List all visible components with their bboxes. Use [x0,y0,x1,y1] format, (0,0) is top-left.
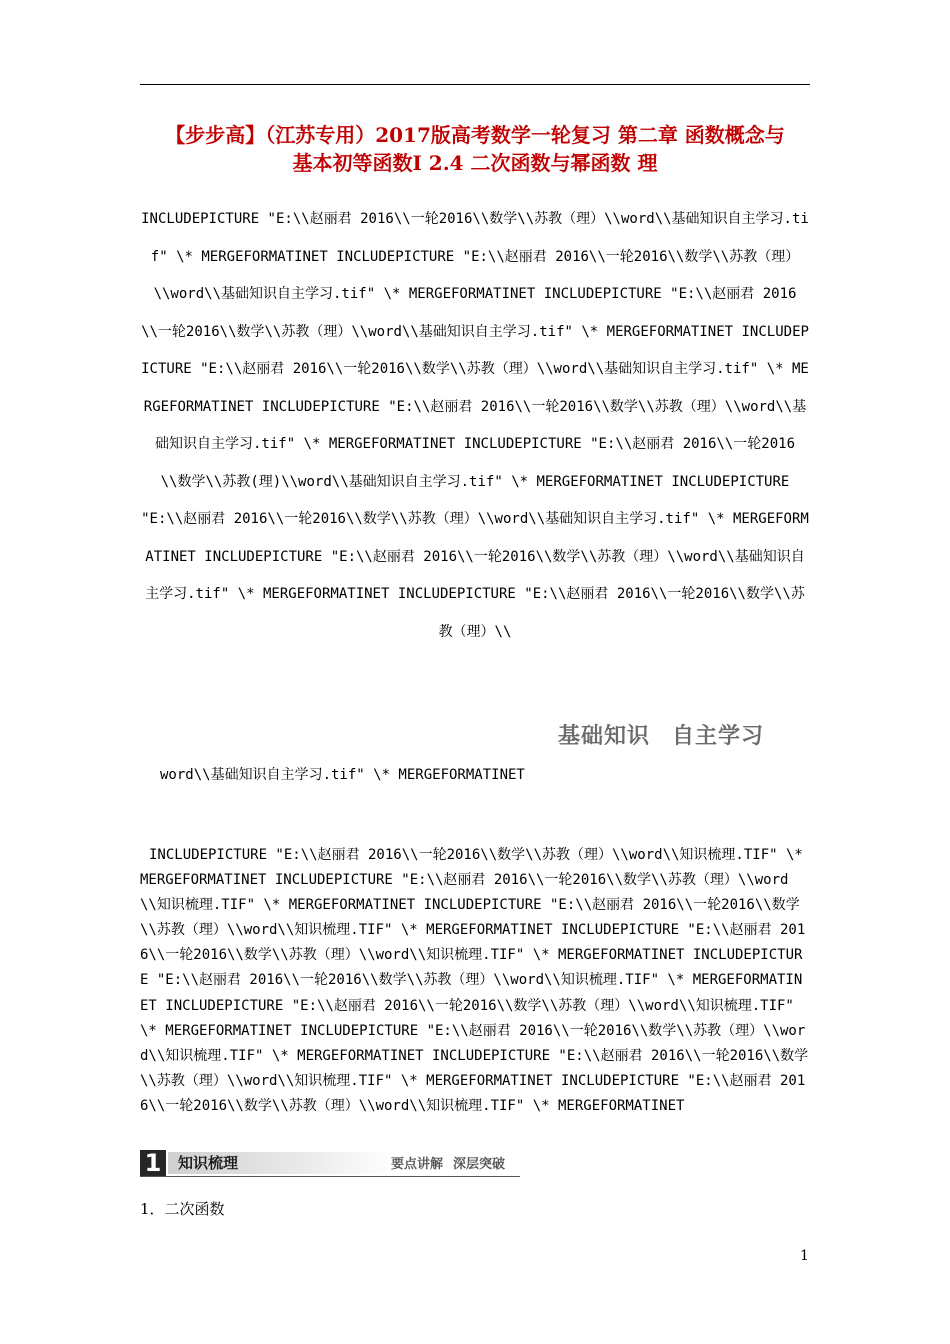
field-code-continuation: word\\基础知识自主学习.tif" \* MERGEFORMATINET [160,767,525,783]
knowledge-section-header [140,1150,520,1178]
section-banner-part-2: 自主学习 [672,724,765,749]
list-item-heading: 1．二次函数 [140,1200,225,1218]
title-line-2: 基本初等函数Ⅰ 2.4 二次函数与幂函数 理 [292,151,658,175]
page-number: 1 [800,1248,809,1264]
section-banner [558,719,764,750]
section-subtitle [391,1156,505,1174]
section-banner-part-1: 基础知识 [558,724,651,749]
title-line-1: 【步步高】（江苏专用）2017版高考数学一轮复习 第二章 函数概念与 [165,123,785,147]
section-subtitle-part-2: 深层突破 [453,1157,506,1172]
section-label: 知识梳理 [178,1154,239,1172]
section-number-badge: 1 [140,1150,166,1176]
document-title [140,121,810,177]
field-code-paragraph-2: INCLUDEPICTURE "E:\\赵丽君 2016\\一轮2016\\数学\\苏教（理）\\word\\知识梳理.TIF" \* MERGEFORMATINET INCLUDEPICTURE "E:\\赵丽君 2016\\一轮2016\\数学\\苏教（理）\\word\\知识梳理.TIF" \* MERGEFORMATINET INCLUDEPICTURE "E:\\赵丽君 2016\\一轮2016\\数学\\苏教（理）\\word\\知识梳理.TIF" \* MERGEFORMATINET INCLUDEPICTURE "E:\\赵丽君 2016\\一轮2016\\数学\\苏教（理）\\word\\知识梳理.TIF" \* MERGEFORMATINET INCLUDEPICTURE "E:\\赵丽君 2016\\一轮2016\\数学\\苏教（理）\\word\\知识梳理.TIF" \* MERGEFORMATINET INCLUDEPICTURE "E:\\赵丽君 2016\\一轮2016\\数学\\苏教（理）\\word\\知识梳理.TIF" \* MERGEFORMATINET INCLUDEPICTURE "E:\\赵丽君 2016\\一轮2016\\数学\\苏教（理）\\word\\知识梳理.TIF" \* MERGEFORMATINET INCLUDEPICTURE "E:\\赵丽君 2016\\一轮2016\\数学\\苏教（理）\\word\\知识梳理.TIF" \* MERGEFORMATINET INCLUDEPICTURE "E:\\赵丽君 2016\\一轮2016\\数学\\苏教（理）\\word\\知识梳理.TIF" \* MERGEFORMATINET [140,847,809,1114]
header-rule [140,84,810,85]
section-underline [140,1176,520,1177]
field-code-paragraph-1: INCLUDEPICTURE "E:\\赵丽君 2016\\一轮2016\\数学\\苏教（理）\\word\\基础知识自主学习.tif" \* MERGEFORMATINET INCLUDEPICTURE "E:\\赵丽君 2016\\一轮2016\\数学\\苏教（理）\\word\\基础知识自主学习.tif" \* MERGEFORMATINET INCLUDEPICTURE "E:\\赵丽君 2016\\一轮2016\\数学\\苏教（理）\\word\\基础知识自主学习.tif" \* MERGEFORMATINET INCLUDEPICTURE "E:\\赵丽君 2016\\一轮2016\\数学\\苏教（理）\\word\\基础知识自主学习.tif" \* MERGEFORMATINET INCLUDEPICTURE "E:\\赵丽君 2016\\一轮2016\\数学\\苏教（理）\\word\\基础知识自主学习.tif" \* MERGEFORMATINET INCLUDEPICTURE "E:\\赵丽君 2016\\一轮2016\\数学\\苏教(理)\\word\\基础知识自主学习.tif" \* MERGEFORMATINET INCLUDEPICTURE "E:\\赵丽君 2016\\一轮2016\\数学\\苏教（理）\\word\\基础知识自主学习.tif" \* MERGEFORMATINET INCLUDEPICTURE "E:\\赵丽君 2016\\一轮2016\\数学\\苏教（理）\\word\\基础知识自主学习.tif" \* MERGEFORMATINET INCLUDEPICTURE "E:\\赵丽君 2016\\一轮2016\\数学\\苏教（理）\\ [141,211,809,640]
section-subtitle-part-1: 要点讲解 [391,1157,444,1172]
